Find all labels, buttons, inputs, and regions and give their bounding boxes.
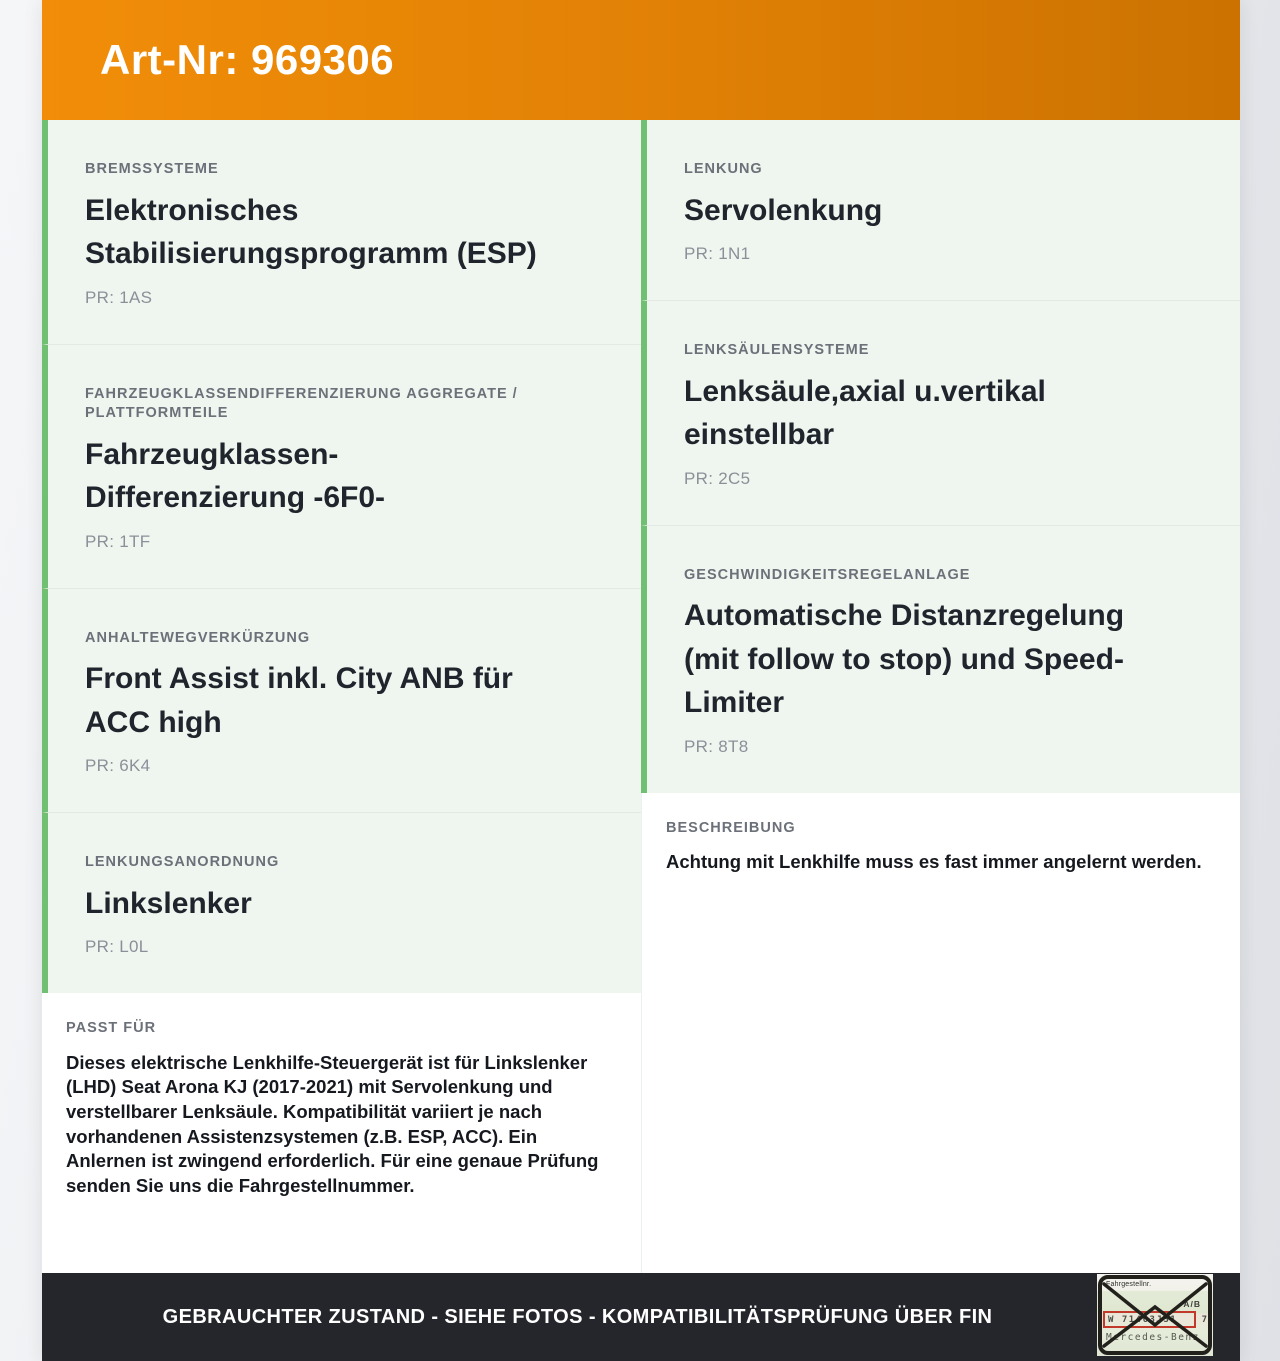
passt-fuer-card xyxy=(42,993,641,1273)
card-category-label: LENKUNG xyxy=(684,161,763,177)
feature-card-anhalteweg xyxy=(42,588,641,813)
footer-condition-text: GEBRAUCHTER ZUSTAND - SIEHE FOTOS - KOMPATIBILITÄTSPRÜFUNG ÜBER FIN xyxy=(162,1305,993,1328)
card-category-label: LENKSÄULENSYSTEME xyxy=(684,342,870,359)
card-pr-code: PR: 2C5 xyxy=(684,468,751,488)
feature-card-fahrzeugklassen xyxy=(42,344,641,588)
card-pr-code: PR: L0L xyxy=(85,937,149,957)
card-title: Front Assist inkl. City ANB für ACC high xyxy=(85,662,513,739)
card-category-label: LENKUNGSANORDNUNG xyxy=(85,854,280,871)
beschreibung-label: BESCHREIBUNG xyxy=(666,819,796,836)
column-left xyxy=(42,120,641,1273)
card-title: Elektronisches Stabilisierungsprogramm (ESP) xyxy=(85,193,537,271)
card-title: Servolenkung xyxy=(684,193,883,227)
footer-bar xyxy=(42,1273,1240,1361)
feature-card-lenksaeule xyxy=(641,300,1240,525)
passt-fuer-label: PASST FÜR xyxy=(66,1020,157,1037)
card-title: Automatische Distanzregelung (mit follow to stop) und Speed-Limiter xyxy=(684,599,1125,720)
vin-text: W 71463J31 xyxy=(1108,1314,1178,1325)
card-category-label: GESCHWINDIGKEITSREGELANLAGE xyxy=(684,566,971,583)
column-right xyxy=(641,120,1240,1273)
card-category-label: FAHRZEUGKLASSENDIFFERENZIERUNG AGGREGATE / PLATTFORMTEILE xyxy=(85,385,518,422)
features-grid xyxy=(42,120,1240,1273)
document-label: Fahrgestellnr. xyxy=(1106,1281,1152,1288)
card-title: Fahrzeugklassen-Differenzierung -6F0- xyxy=(85,437,386,515)
feature-card-bremssysteme xyxy=(42,120,641,344)
article-number-title: Art-Nr: 969306 xyxy=(100,36,395,83)
card-category-label: ANHALTEWEGVERKÜRZUNG xyxy=(85,629,311,646)
card-title: Lenksäule,axial u.vertikal einstellbar xyxy=(684,374,1046,452)
card-category-label: BREMSSYSTEME xyxy=(85,161,219,177)
document-row-text: A/B xyxy=(1183,1299,1201,1309)
card-title: Linkslenker xyxy=(85,886,252,920)
feature-card-lenkungsanordnung xyxy=(42,812,641,993)
card-pr-code: PR: 6K4 xyxy=(85,756,151,776)
card-pr-code: PR: 1TF xyxy=(85,531,151,551)
envelope-icon xyxy=(1097,1274,1213,1356)
beschreibung-card xyxy=(641,793,1240,1273)
card-pr-code: PR: 1N1 xyxy=(684,244,751,264)
card-pr-code: PR: 1AS xyxy=(85,287,153,307)
page-container xyxy=(42,0,1240,1361)
passt-fuer-text: Dieses elektrische Lenkhilfe-Steuergerät ist für Linkslenker (LHD) Seat Arona KJ (2017-2021) mit Servolenkung und verstellbarer Lenksäule. Kompatibilität variiert je nach vorhandenen Assistenzsystemen (z.B. ESP, ACC). Ein Anlernen ist zwingend erforderlich. Für eine genaue Prüfung senden Sie uns die Fahrgestellnummer. xyxy=(66,1051,599,1196)
feature-card-geschwindigkeitsregelanlage xyxy=(641,525,1240,793)
card-pr-code: PR: 8T8 xyxy=(684,736,749,756)
vin-document-photo xyxy=(1097,1274,1213,1356)
brand-text: Mercedes-Benz xyxy=(1106,1332,1200,1343)
beschreibung-text: Achtung mit Lenkhilfe muss es fast immer angelernt werden. xyxy=(666,851,1202,873)
vin-trailing-digit: 7 xyxy=(1201,1315,1207,1325)
feature-card-lenkung xyxy=(641,120,1240,300)
header-banner xyxy=(42,0,1240,120)
